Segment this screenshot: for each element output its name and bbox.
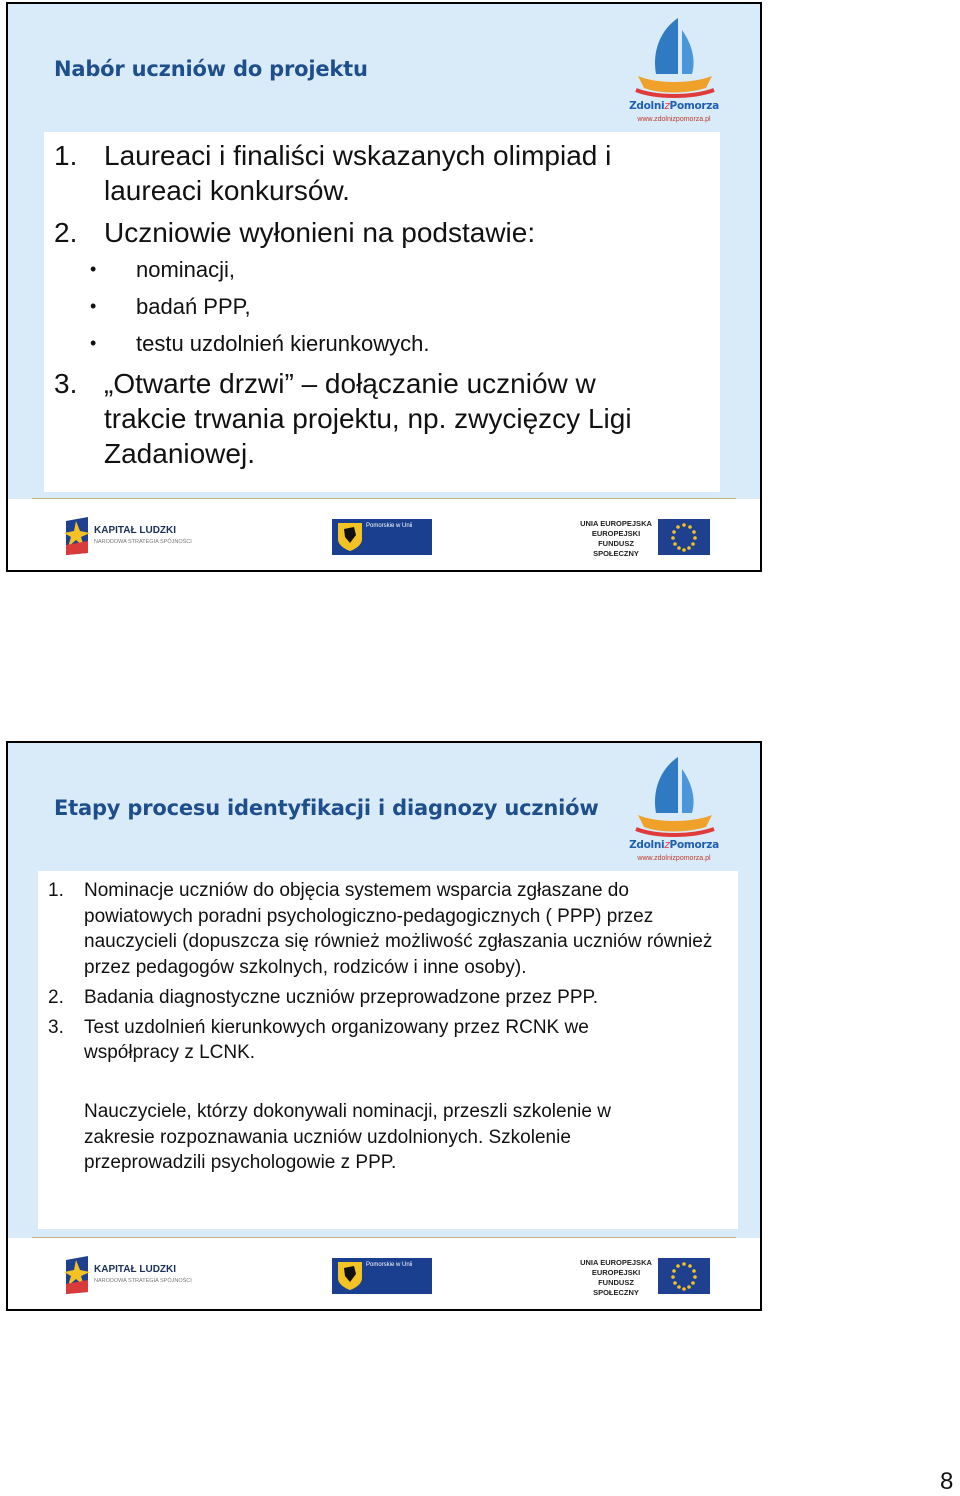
bullet-item: • testu uzdolnień kierunkowych. — [54, 325, 694, 362]
list-item: 1. Nominacje uczniów do objęcia systemem wsparcia zgłaszane do powiatowych poradni psychologiczno-pedagogicznych ( PPP) przez nauczycieli (dopuszcza się również możliwość zgłaszania uczniów również przez pedagogów szkolnych, rodziców i inne osoby). — [48, 880, 713, 978]
slide-1 — [6, 2, 762, 572]
footer-logos — [8, 499, 760, 570]
slide-title: Etapy procesu identyfikacji i diagnozy uczniów — [54, 796, 599, 820]
list-item: 2. Badania diagnostyczne uczniów przeprowadzone przez PPP. — [48, 986, 599, 1008]
numbered-list — [48, 878, 738, 1070]
numbered-list — [54, 138, 694, 471]
bullet-icon: • — [90, 296, 97, 316]
bullet-item: • nominacji, — [54, 251, 694, 288]
zdolni-z-pomorza-logo — [626, 16, 722, 128]
eu-flag-icon — [658, 1258, 710, 1294]
footer-logos — [8, 1238, 760, 1309]
logo-brand-text: ZdolnizPomorza — [629, 839, 719, 851]
training-note: Nauczyciele, którzy dokonywali nominacji, przeszli szkolenie w zakresie rozpoznawania uczniów uzdolnionych. Szkolenie przeprowadzili psychologowie z PPP. — [84, 1101, 611, 1173]
page-number: 8 — [940, 1468, 954, 1495]
sailboat-icon — [626, 16, 722, 102]
pomorskie-w-unii-logo: Pomorskie w Unii — [332, 519, 432, 555]
logo-brand-text: ZdolnizPomorza — [629, 100, 719, 112]
griffin-crest-icon — [336, 521, 364, 553]
kapital-ludzki-logo: KAPITAŁ LUDZKI NARODOWA STRATEGIA SPÓJNOŚCI — [62, 515, 192, 559]
list-item: 3. Test uzdolnień kierunkowych organizowany przez RCNK we współpracy z LCNK. — [48, 1016, 589, 1063]
list-item: 2. Uczniowie wyłonieni na podstawie: — [54, 217, 536, 248]
kapital-ludzki-logo: KAPITAŁ LUDZKI NARODOWA STRATEGIA SPÓJNOŚCI — [62, 1254, 192, 1298]
logo-url: www.zdolnizpomorza.pl — [637, 855, 711, 862]
pomorskie-w-unii-logo: Pomorskie w Unii — [332, 1258, 432, 1294]
sailboat-icon — [626, 755, 722, 841]
zdolni-z-pomorza-logo — [626, 755, 722, 867]
star-flag-icon — [62, 515, 92, 557]
star-flag-icon — [62, 1254, 92, 1296]
griffin-crest-icon — [336, 1260, 364, 1292]
eu-logo: UNIA EUROPEJSKA EUROPEJSKI FUNDUSZ SPOŁECZNY — [578, 517, 712, 557]
list-item: 3. „Otwarte drzwi” – dołączanie uczniów w trakcie trwania projektu, np. zwycięzcy Ligi Zadaniowej. — [54, 368, 632, 469]
eu-flag-icon — [658, 519, 710, 555]
logo-url: www.zdolnizpomorza.pl — [637, 116, 711, 123]
list-item: 1. Laureaci i finaliści wskazanych olimpiad i laureaci konkursów. — [54, 140, 612, 206]
bullet-icon: • — [90, 259, 97, 279]
slide-title: Nabór uczniów do projektu — [54, 57, 368, 81]
slide-2 — [6, 741, 762, 1311]
eu-logo: UNIA EUROPEJSKA EUROPEJSKI FUNDUSZ SPOŁECZNY — [578, 1256, 712, 1296]
bullet-icon: • — [90, 333, 97, 353]
bullet-item: • badań PPP, — [54, 288, 694, 325]
